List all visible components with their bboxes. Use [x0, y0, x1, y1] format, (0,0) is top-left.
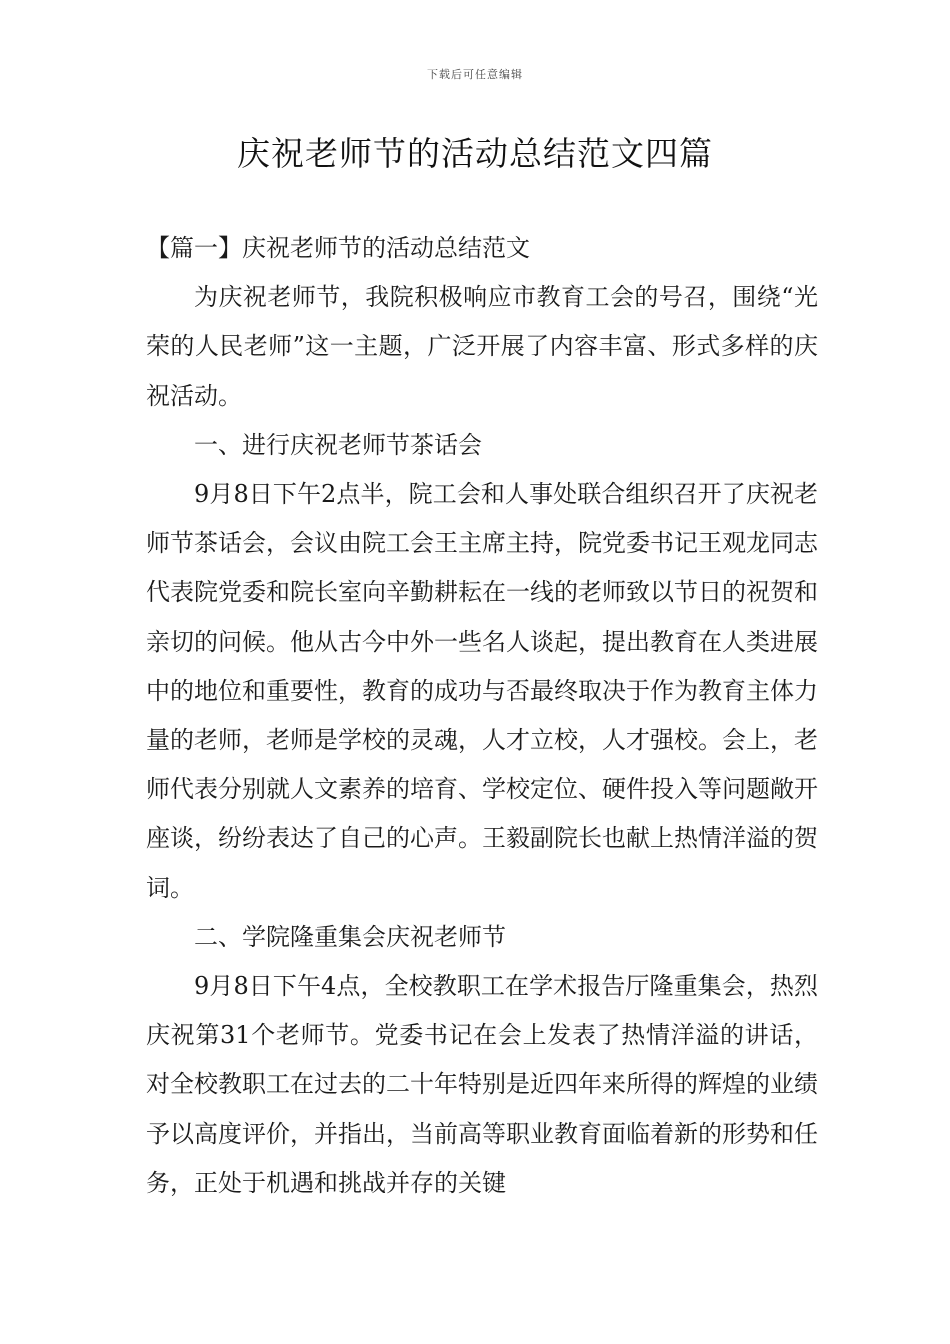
paragraph-tea-party: 9月8日下午2点半，院工会和人事处联合组织召开了庆祝老师节茶话会，会议由院工会王主席主持，院党委书记王观龙同志代表院党委和院长室向辛勤耕耘在一线的老师致以节日的祝贺和亲切的问候。他从古今中外一些名人谈起，提出教育在人类进展中的地位和重要性，教育的成功与否最终取决于作为教育主体力量的老师，老师是学校的灵魂，人才立校，人才强校。会上，老师代表分别就人文素养的培育、学校定位、硬件投入等问题敞开座谈，纷纷表达了自己的心声。王毅副院长也献上热情洋溢的贺词。	[146, 480, 818, 902]
subheading-tea-party: 一、进行庆祝老师节茶话会	[194, 430, 482, 459]
paragraph-intro: 为庆祝老师节，我院积极响应市教育工会的号召，围绕“光荣的人民老师”这一主题，广泛开展了内容丰富、形式多样的庆祝活动。	[146, 283, 818, 410]
subheading-assembly: 二、学院隆重集会庆祝老师节	[194, 922, 506, 951]
paragraph-assembly: 9月8日下午4点，全校教职工在学术报告厅隆重集会，热烈庆祝第31个老师节。党委书记在会上发表了热情洋溢的讲话，对全校教职工在过去的二十年特别是近四年来所得的辉煌的业绩予以高度评价，并指出，当前高等职业教育面临着新的形势和任务，正处于机遇和挑战并存的关键	[146, 972, 818, 1197]
document-title: 庆祝老师节的活动总结范文四篇	[237, 134, 713, 173]
header-note: 下载后可任意编辑	[427, 68, 523, 81]
section-heading: 【篇一】庆祝老师节的活动总结范文	[146, 234, 530, 262]
document-body	[146, 224, 818, 1208]
